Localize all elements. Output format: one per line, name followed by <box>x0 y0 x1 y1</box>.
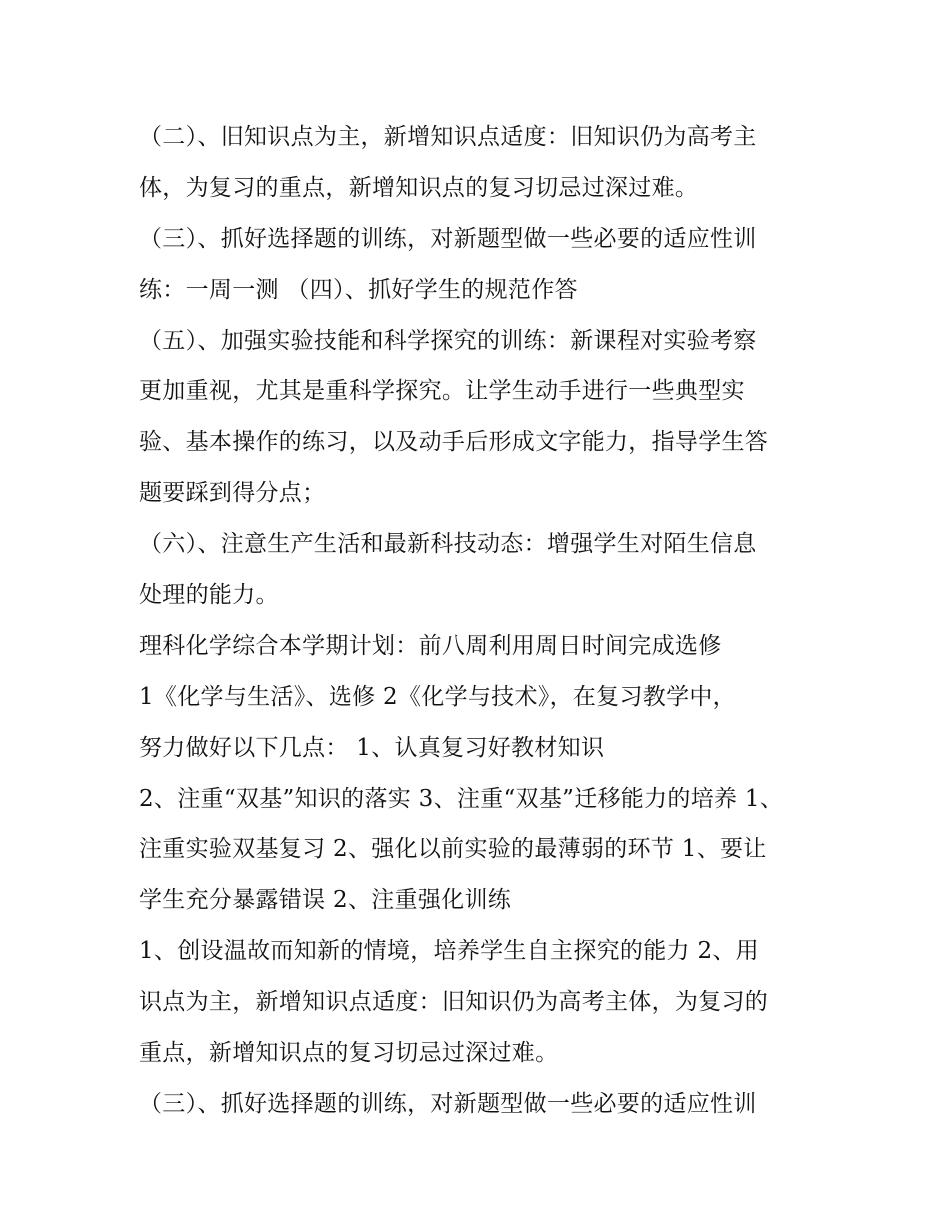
text-line: 验、基本操作的练习，以及动手后形成文字能力，指导学生答 <box>139 429 769 456</box>
text-line: （三）、抓好选择题的训练，对新题型做一些必要的适应性训 <box>139 225 757 252</box>
text-line: 学生充分暴露错误 2、注重强化训练 <box>139 887 512 914</box>
text-line: 1《化学与生活》、选修 2《化学与技术》，在复习教学中， <box>139 683 736 710</box>
text-line: （六）、注意生产生活和最新科技动态：增强学生对陌生信息 <box>139 531 757 558</box>
text-line: 体，为复习的重点，新增知识点的复习切忌过深过难。 <box>139 174 699 201</box>
text-line: （五）、加强实验技能和科学探究的训练：新课程对实验考察 <box>139 327 757 354</box>
text-line: 题要踩到得分点； <box>139 480 326 507</box>
text-line: 更加重视，尤其是重科学探究。让学生动手进行一些典型实 <box>139 378 745 405</box>
document-body <box>139 112 829 1130</box>
text-line: （二）、旧知识点为主，新增知识点适度：旧知识仍为高考主 <box>139 124 757 150</box>
text-line: 2、注重“双基”知识的落实 3、注重“双基”迁移能力的培养 1、 <box>139 785 784 812</box>
text-line: 注重实验双基复习 2、强化以前实验的最薄弱的环节 1、要让 <box>139 836 767 863</box>
text-line: 重点，新增知识点的复习切忌过深过难。 <box>139 1040 559 1067</box>
text-line: 努力做好以下几点： 1、认真复习好教材知识 <box>139 734 605 761</box>
text-line: 练：一周一测 （四）、抓好学生的规范作答 <box>139 276 578 303</box>
text-line: 1、创设温故而知新的情境，培养学生自主探究的能力 2、用 <box>139 938 759 965</box>
text-line: 识点为主，新增知识点适度：旧知识仍为高考主体，为复习的 <box>139 989 769 1016</box>
text-line: 理科化学综合本学期计划：前八周利用周日时间完成选修 <box>139 632 722 659</box>
text-line: （三）、抓好选择题的训练，对新题型做一些必要的适应性训 <box>139 1090 757 1117</box>
text-line: 处理的能力。 <box>139 582 279 609</box>
